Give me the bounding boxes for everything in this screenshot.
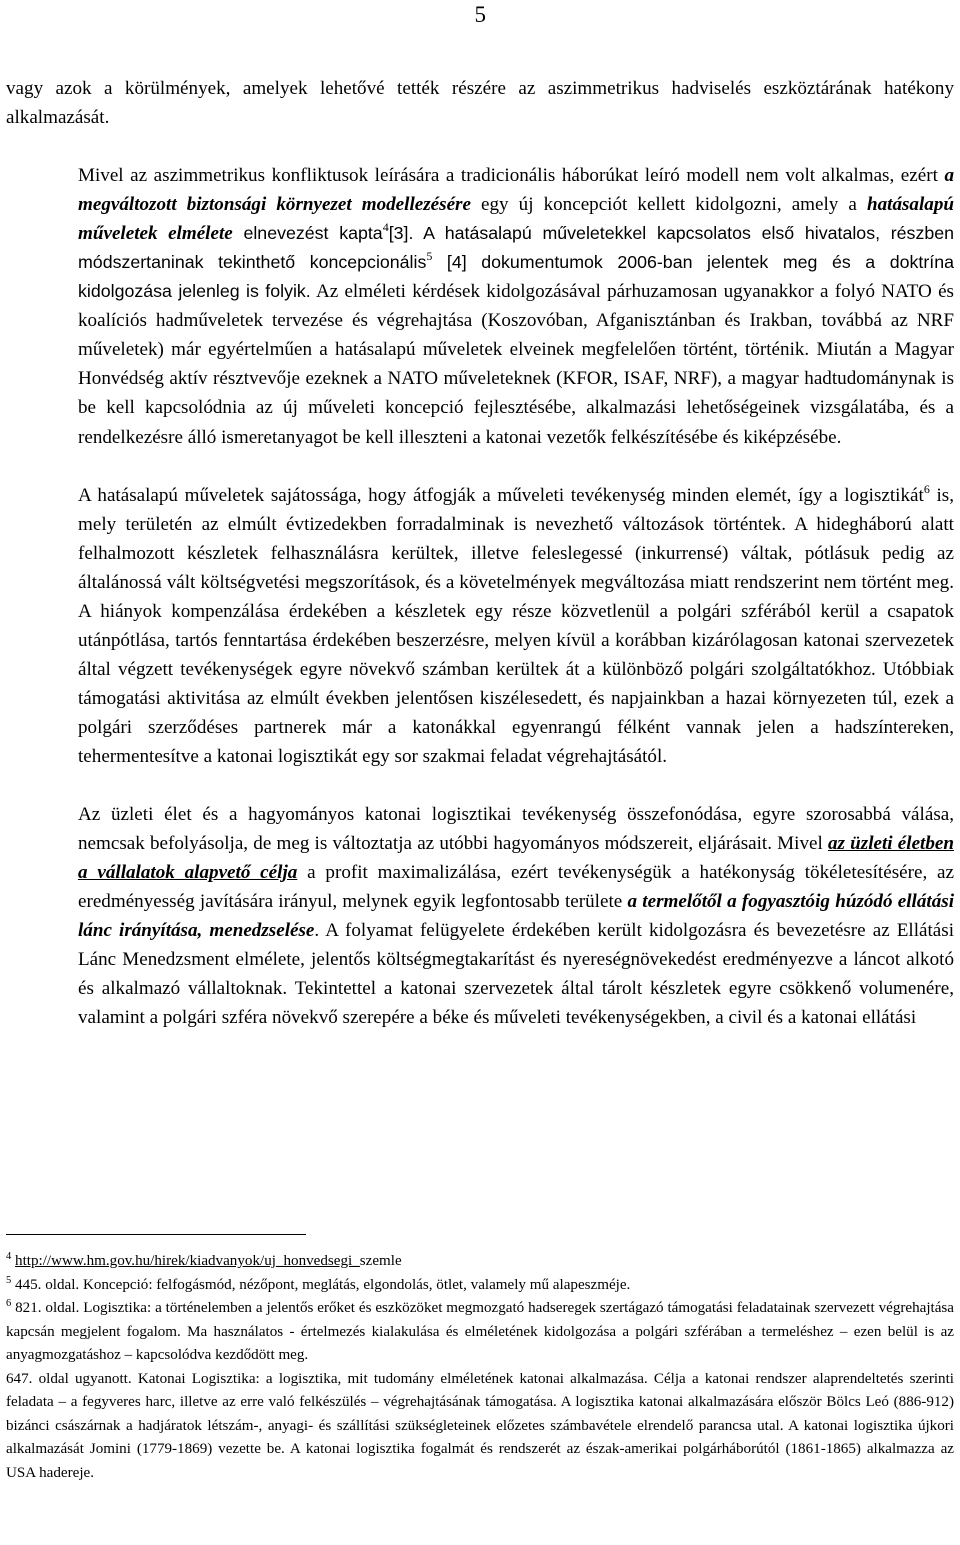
footnote-5 xyxy=(6,1274,954,1298)
p4-emphasis-supply-chain: a termelőtől a fogyasztóig húzódó ellátási lánc irányítása, menedzselése xyxy=(78,891,955,942)
paragraph-4 xyxy=(6,800,954,1032)
footnote-5-number: 5 xyxy=(6,1274,12,1286)
footnotes xyxy=(6,1250,954,1485)
footnote-4 xyxy=(6,1250,954,1274)
footnote-ref-4: 4 xyxy=(382,220,389,235)
footnote-ref-6: 6 xyxy=(923,481,930,496)
p2-emphasis-modelling: a megváltozott biztonsági környezet modellezésére xyxy=(78,165,954,216)
body-text xyxy=(6,74,954,1032)
footnote-6-number: 6 xyxy=(6,1298,12,1309)
p3-text-a: A hatásalapú műveletek sajátossága, hogy átfogják a műveleti tevékenység minden elemét, így a logisztikát xyxy=(78,484,924,506)
p3-text-c: is, mely területén az elmúlt évtizedekben forradalminak is nevezhető változások történtek. A hidegháború alatt felhalmozott készletek felhasználásra kerültek, illetve feleslegessé (inkurrensé) váltak, pótlásuk pedig az általánossá vált költségvetési megszorítások, és a követelmények megváltozása miatt rendszerint nem történt meg. A hiányok kompenzálása érdekében a készletek egy része közvetlenül a polgári szférából kerül a csapatok utánpótlása, tartós fenntartása érdekében beszerzésre, melyen kívül a korábban kizárólagosan katonai szervezetek által végzett tevékenységek egyre növekvő számban kerültek át a különböző polgári szolgáltatókhoz. Utóbbiak támogatási aktivitása az elmúlt években jelentősen kiszélesedett, és napjainkban a hazai környezeten túl, ezek a polgári szerződéses partnerek már a katonákkal egyenrangú félként vannak jelen a hadszíntereken, tehermentesítve a katonai logisztikát egy sor szakmai feladat végrehajtásától. xyxy=(78,484,954,767)
footnote-separator xyxy=(6,1234,306,1235)
p2-text-c: egy új koncepciót kellett kidolgozni, amely a xyxy=(470,194,867,216)
p2-text-a: Mivel az aszimmetrikus konfliktusok leírására a tradicionális háborúkat leíró modell nem volt alkalmas, ezért xyxy=(78,165,945,187)
p2-text-j: Az elméleti kérdések kidolgozásával párhuzamosan ugyanakkor a folyó NATO és koalíciós hadműveletek tervezése és végrehajtása (Koszovóban, Afganisztánban és Irakban, továbbá az NRF műveletek) már egyértelműen a hatásalapú műveletek elveinek megfelelően történt, történik. Miután a Magyar Honvédség aktív résztvevője ezeknek a NATO műveleteknek (KFOR, ISAF, NRF), a magyar hadtudománynak is be kell kapcsolódnia az új műveleti koncepció fejlesztésébe, alkalmazási lehetőségeinek vizsgálatába, és a rendelkezésre álló ismeretanyagot be kell illeszteni a katonai vezetők felkészítésébe és kiképzésébe. xyxy=(78,281,954,448)
page-number: 5 xyxy=(474,2,486,27)
p2-emphasis-ebo-theory: hatásalapú műveletek elmélete xyxy=(78,194,954,245)
footnote-6 xyxy=(6,1297,954,1368)
footnote-6-continuation: 647. oldal ugyanott. Katonai Logisztika: a logisztika, mit tudomány elméletének katonai alkalmazása. Célja a katonai rendszer alaprendeltetés szerinti feladata – a fegyveres harc, illetve az erre való felkészülés – végrehajtásának támogatása. A logisztika katonai alkalmazására először Bölcs Leó (886-912) bizánci császárnak a hadjáratok létszám-, anyagi- és szállítási szükségleteinek előzetes számbavétele elrendelő parancsa utal. A katonai logisztika újkori alkalmazását Jomini (1779-1869) vezette be. A katonai logisztika fogalmát és rendszerét az észak-amerikai polgárháborútól (1861-1865) alkalmazza az USA hadereje. xyxy=(6,1370,954,1481)
footnote-4-number: 4 xyxy=(6,1251,12,1262)
p4-text-a: Az üzleti élet és a hagyományos katonai logisztikai tevékenység összefonódása, egyre szorosabbá válása, nemcsak befolyásolja, de meg is változtatja az utóbbi hagyományos módszereit, eljárásait. Mivel xyxy=(78,804,954,855)
p2-text-g: [3]. A hatásalapú műveletekkel kapcsolatos első hivatalos, részben módszertaninak tekinthető koncepcionális xyxy=(78,223,955,273)
paragraph-3 xyxy=(6,481,954,771)
p4-text-c: a profit maximalizálása, ezért tevékenységük a hatékonyság tökéletesítésére, az eredményesség javítására irányul, melynek egyik legfontosabb területe xyxy=(78,862,954,913)
footnote-5-text: 445. oldal. Koncepció: felfogásmód, nézőpont, meglátás, elgondolás, ötlet, valamely mű alapeszméje. xyxy=(11,1276,631,1293)
p2-text-e: elnevezést kapta xyxy=(232,223,383,244)
paragraph-1: vagy azok a körülmények, amelyek lehetővé tették részére az aszimmetrikus hadviselés eszköztárának hatékony alkalmazását. xyxy=(6,78,954,129)
paragraph-2 xyxy=(6,161,954,451)
footnote-ref-5: 5 xyxy=(426,249,433,264)
footnote-4-link[interactable]: http://www.hm.gov.hu/hirek/kiadvanyok/uj_honvedsegi_ xyxy=(15,1253,360,1269)
footnote-6-text: 821. oldal. Logisztika: a történelemben a jelentős erőket és eszközöket megmozgató hadseregek szertágazó támogatási feladatainak szervezett végrehajtása kapcsán megjelent fogalom. Ma használatos - értelmezés kialakulása és elméletének kidolgozása a polgári szférában a termeléshez – ezen belül is az anyagmozgatáshoz – kapcsolódva kezdődött meg. xyxy=(6,1300,954,1363)
footnote-4-rest: szemle xyxy=(359,1253,402,1269)
p4-emphasis-business-goal: az üzleti életben a vállalatok alapvető célja xyxy=(78,833,954,884)
p4-text-e: . A folyamat felügyelete érdekében került kidolgozásra és bevezetésre az Ellátási Lánc Menedzsment elmélete, jelentős költségmegtakarítást és nyereségnövekedést eredményezve a láncot alkotó és alkalmazó vállaltoknak. Tekintettel a katonai szervezetek által tárolt készletek egyre csökkenő volumenére, valamint a polgári szféra növekvő szerepére a béke és műveleti tevékenységekben, a civil és a katonai ellátási xyxy=(78,920,955,1029)
p2-text-i: [4] dokumentumok 2006-ban jelentek meg és a doktrína kidolgozása jelenleg is folyik. xyxy=(78,252,954,302)
